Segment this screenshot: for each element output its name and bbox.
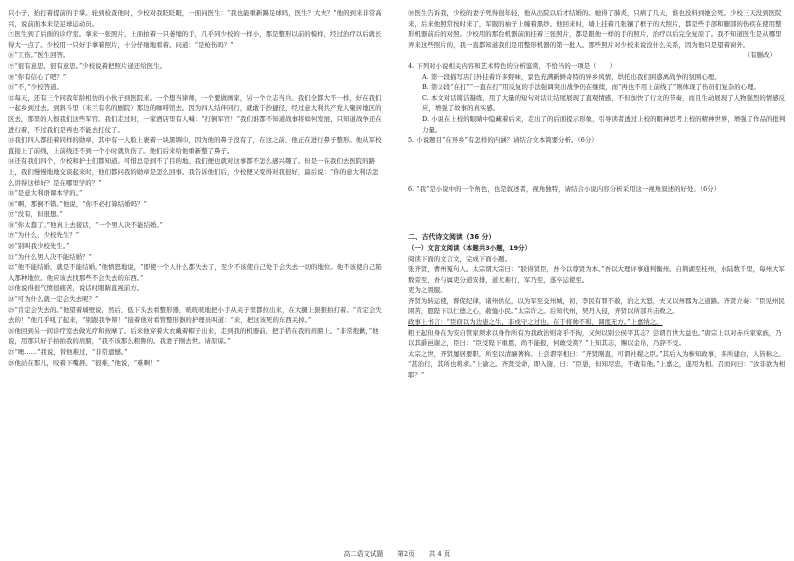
footer-total: 共 4 页 — [428, 550, 451, 558]
story-paragraph: ⑫每天，还有三个同我年龄相仿的小伙子到医院来。一个想当律师，一个要做画家，另一个立志当兵。我们全都大不一样，好在我们一起乡到过去。到斜斗里（米兰有名的剧院）那边的咖啡馆去。因为四人结伴同行，就敢于抄捷径，经过意大利共产党人聚居地区的区去，那里的人恨我们这些军官。我们走过时，一家酒店里有人喊：“打倒军官！”我们谁都不知道战事将如何发展，只知道战争还在进行着，不过我们是再也不能去打仗了。 — [8, 93, 382, 134]
right-column — [408, 8, 786, 381]
page-footer — [0, 548, 794, 558]
story-paragraph: ⑱“你太蠢了。”他真上去接话，“一个男人决不能结婚。” — [8, 220, 164, 229]
question-5: 5. 小说题目“在异乡”有怎样的内涵？请结合文本简要分析。（6分） — [408, 136, 598, 145]
classical-passage-paragraph: 政事上书言：“臣窃以为边患之生，非戍守之过也。在于将帅不和，调度无方。”上嘉纳之。 — [408, 318, 663, 327]
story-paragraph: ⑭还有我们四个，少校和护士们都知道。可惜总是到不了目的地。我们便也就对这事都不怎么感兴趣了。但是一在我们去医院的路上，我们慢慢地地交谈起来时，他们都问我的勋章是怎么回事。我告诉他们后，少校便又变得对我很好，最后说：“你的意大利话怎么讲得这样好？是在哪里学的？” — [8, 157, 379, 187]
section-heading: 二、古代诗文阅读（36 分） — [408, 233, 496, 242]
story-paragraph: ㉑“为什么男人决不能结婚？” — [8, 252, 92, 261]
story-paragraph: ⑮“是意大利语课本学的。” — [8, 189, 83, 198]
story-paragraph: ⑪“不，”少校答道。 — [8, 83, 63, 92]
story-paragraph: ㉘他站在那儿，咬着下嘴唇。“很难，”他说，“难啊！” — [8, 358, 160, 367]
classical-passage-paragraph: 张齐贤，曹州冤句人。太宗谓大宗曰：“朕得贤臣，吾今以尊贤为本。”吾以大理评事通判衡州。自荆湖至桂州，水陆数千里，每州大军数旁至，吾与属吏分道安排，道尤难行，军乃至，遂卒运使至。 — [408, 265, 785, 284]
story-paragraph: ㉖他回到另一间诊疗室去做光疗和按摩了。后来他穿着大衣戴着帽子出来，走到我的机器前，把手搭在我的肩膀上。“非常抱歉，”他说，用那只好手拍拍我的肩膀，“我不该那么粗鲁的。我妻子刚去世。请原谅。” — [8, 326, 379, 346]
answer-space — [408, 194, 786, 232]
story-paragraph: ㉕“肯定会失去的。”他望着墙壁说，然后，低下头去看整形器，咣咣咣地把小手从夹子里都拉出来，在大腿上狠狠拍打着。“肯定会失去的！”他几乎吼了起来，“别跟我争辩！”接着他对看管整形器的护理员叫道：“来，把这该死的东西关掉。” — [8, 305, 382, 325]
classical-passage-paragraph: 太宗之世，齐贤屡居要职，所至以清廉著称。上尝谓宰相曰：“齐贤刚直，可谓社稷之臣。”其后入为参知政事，多所建白，人皆称之。 — [408, 349, 785, 358]
source-note: （有删改） — [743, 51, 776, 60]
question-4: 4. 下列对小说相关内容和艺术特色的分析鉴赏，不恰当的一项是（ ） — [408, 61, 616, 70]
footer-page: 第2页 — [397, 550, 415, 558]
story-paragraph: ⑳“别叫我少校先生。” — [8, 242, 70, 251]
story-paragraph: ⑩“你有信心了吧？” — [8, 72, 67, 81]
story-paragraph: ⑰“没有，但很想。” — [8, 210, 63, 219]
question-4-option-b: B. 第②段“在打”“一直在打”用反复的手法强调突出战争仍在继续，而“再也不用上前线了”则体现了伤员们复杂的心理。 — [422, 83, 760, 92]
question-6: 6. “我”是小说中的一个角色，也是叙述者，视角独特，请结合小说内容分析采用这一视角叙述的好处。（6分） — [408, 184, 721, 193]
left-column — [8, 8, 384, 368]
question-4-option-c: C. 本文对话简洁凝练，用了大量的短句对话让结尾展现了直观情感，不但加快了行文的节奏，而且生动展现了人物强烈的情感反应，增强了故事的真实感。 — [422, 93, 786, 113]
classical-passage-paragraph: “甚治行，其所也将求。”上谕之。齐贤受命，即入谢，曰：“臣愚，但知尽忠，不敢有他。”上嘉之，遂用为相。召而问曰：“汝非欲为相耶？” — [408, 360, 786, 380]
footer-subject: 高二语文试题 — [343, 550, 384, 558]
story-paragraph: ㉒“他不能结婚，就是不能结婚。”他愤怒地说，“即使一个人什么都失去了，至少不该使自己处于会失去一切的地位。他不该使自己陷入那种地位。他应该去找那些不会失去的东西。” — [8, 263, 382, 282]
story-paragraph: 只小子，抬打着提前的手掌。轮到检查他时，少校对我眨眨眼，一面问医生：“我也能重新踢足球吗，医生？大夫？”他的到来非常高兴，说前面本来是足球运动员。 — [8, 9, 382, 28]
story-paragraph: ㉚医生告诉我，少校的妻子死得很年轻，他从出院以后才结婚的。她得了肺炎，只病了几天，谁也没料到她会死。少校三天没到医院来，后来他照常按时来了，军服的袖子上缠着黑纱。他回来时，墙上挂着几张镶了框子的大照片，都是些手部和腿部的伤疾在使用整形机器前后的对照。少校用的那台机器前面挂着三张照片，都是跟他一样的手的照片，治疗以后完全复原了。我不知道医生是从哪里弄来这些照片的，我一直都知道我们是用整形机器的第一批人。那些照片对少校来说没什么关系，因为他只是望着窗外。 — [408, 9, 782, 49]
story-paragraph: ⑯“啊，那倒不错。”他说，“你不必打算结婚吗？” — [8, 199, 147, 208]
story-paragraph: ㉓他说得很气愤很痛苦，说话时眼睛直视前方。 — [8, 284, 144, 293]
story-paragraph: ⑦医生到了后面的诊疗室。拿来一张照片，上面拍着一只萎缩的手，几乎同少校的一样小，那是整形以前的模样，经过治疗以后就长得大一点了。少校用一只好手拿着照片，十分仔细地看着。问道：“是枪伤吗？” — [8, 30, 382, 49]
story-paragraph: ⑨“很有意思，很有意思。”少校说着把照片递还给医生。 — [8, 61, 167, 70]
answer-space — [408, 146, 786, 184]
instruction: 阅读下面的文言文，完成下面小题。 — [408, 254, 512, 263]
story-paragraph: ⑲“为什么，少校先生？” — [8, 231, 80, 240]
story-paragraph: ⑬我们四人都挂着同样的勋章，其中有一人脸上裹着一块黑绸巾，因为他的鼻子没有了，在这之前，他正在进行鼻子整形。他从军校直接上了前线，上前线还不到一个小时就负伤了。他们后来给他重新整了鼻子。 — [8, 136, 382, 155]
story-paragraph: ㉗“噢……”我说，替他难过，“非常遗憾。” — [8, 348, 128, 356]
classical-passage-paragraph: 齐贤为转运使，督促纪律，诸州供亿，以为军至交州城，初，李民有罪不赦，治之大怒，夫又以州郡为之道路。齐贤立奏：“臣见州民困苦，愿陛下以仁德之心，赦恤小民。”太宗许之。后知代州，契丹入侵，齐贤以所部兵击败之。 — [408, 296, 785, 316]
classical-passage-paragraph: 吏为之畏服。 — [408, 286, 447, 295]
subsection-heading: （一）文言文阅读（本题共3小题，19分） — [408, 243, 531, 252]
story-paragraph: ⑧“工伤。”医生回答。 — [8, 51, 70, 60]
story-paragraph: ㉔“可为什么就一定会失去呢？” — [8, 295, 99, 304]
question-4-option-a: A. 第一段描写店门外挂着许多野味，景色充满新鲜奇特的异乡风情，烘托出我们困惑离战争的氛围心理。 — [422, 72, 721, 81]
classical-passage-paragraph: 粗王起但身在为安自管家须求以身作所有为我政治则奇乎不拘，又何以别公侯平其志？尝谓百世大益也。”唐宗上以对赤兵家家族，乃以其爵邑谢之，臣曰：“臣受陛下重恩，尚不能报，何敢受赏？”上知其志，赐以金帛，乃辞不受。 — [408, 328, 782, 348]
question-4-option-d: D. 小说在上校的眼睛中隐藏着后来，走出了的后面提示形象，引导读者透过上校的眼神思考上校的精神世界，增强了作品的批判力量。 — [422, 114, 786, 134]
